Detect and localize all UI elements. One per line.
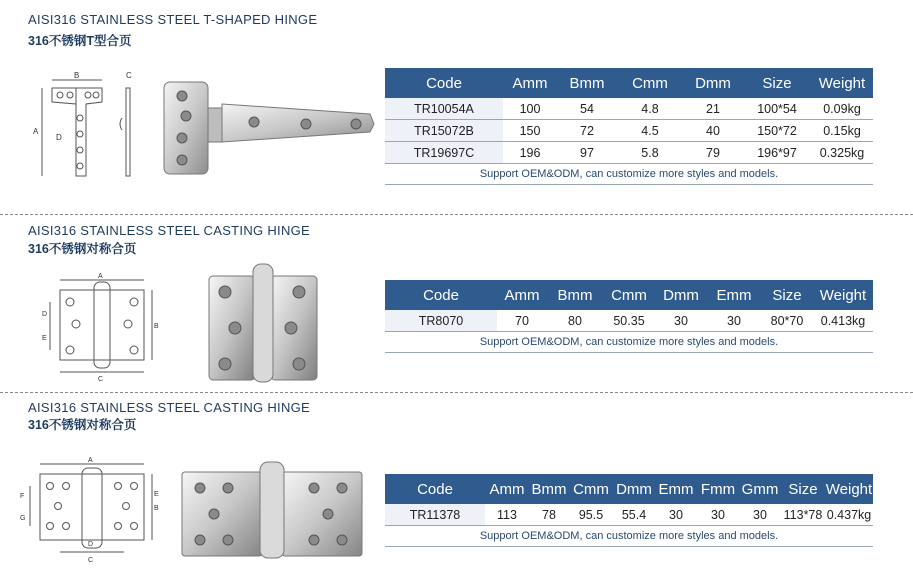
spec-table-1 xyxy=(385,68,873,185)
support-note: Support OEM&ODM, can customize more styles and models. xyxy=(385,332,873,353)
cell: 4.5 xyxy=(617,120,683,142)
header-cell: Size xyxy=(743,68,811,98)
casting-hinge-photo-2 xyxy=(178,460,368,560)
cell: 150 xyxy=(503,120,557,142)
support-note: Support OEM&ODM, can customize more styles and models. xyxy=(385,526,873,547)
dim-label-d: D xyxy=(56,133,62,142)
casting-hinge-section-1 xyxy=(0,214,913,392)
support-note-row xyxy=(385,164,873,185)
section-title-en: AISI316 STAINLESS STEEL CASTING HINGE xyxy=(28,400,311,415)
dim-label-a: A xyxy=(98,273,103,280)
dim-label-e: E xyxy=(154,491,159,498)
dim-label-c: C xyxy=(88,557,94,564)
section-title-cn: 316不锈钢对称合页 xyxy=(28,418,137,432)
cell: 113 xyxy=(485,504,529,526)
cell: 95.5 xyxy=(569,504,613,526)
casting-hinge-photo-1 xyxy=(205,262,325,386)
cell: 78 xyxy=(529,504,569,526)
cell: 50.35 xyxy=(603,310,655,332)
header-cell: Code xyxy=(385,474,485,504)
header-cell: Bmm xyxy=(547,280,603,310)
cell: 5.8 xyxy=(617,142,683,164)
cell: 0.09kg xyxy=(811,98,873,120)
t-hinge-section xyxy=(0,0,913,214)
header-cell: Emm xyxy=(707,280,761,310)
header-cell: Bmm xyxy=(529,474,569,504)
cell: 113*78 xyxy=(781,504,825,526)
cell: 30 xyxy=(655,504,697,526)
section-title-cn: 316不锈钢对称合页 xyxy=(28,242,137,256)
table-row xyxy=(385,120,873,142)
header-cell: Amm xyxy=(485,474,529,504)
cell: 30 xyxy=(739,504,781,526)
cell-code: TR15072B xyxy=(385,120,503,142)
cell-code: TR8070 xyxy=(385,310,497,332)
dim-label-b: B xyxy=(154,323,159,330)
section-title-cn: 316不锈钢T型合页 xyxy=(28,34,132,48)
header-cell: Weight xyxy=(811,68,873,98)
dim-label-e: E xyxy=(42,335,47,342)
table-row xyxy=(385,98,873,120)
section-title-en: AISI316 STAINLESS STEEL T-SHAPED HINGE xyxy=(28,12,318,27)
cell: 30 xyxy=(697,504,739,526)
dim-label-f: F xyxy=(20,493,25,500)
header-cell: Fmm xyxy=(697,474,739,504)
support-note-row xyxy=(385,332,873,353)
cell-code: TR10054A xyxy=(385,98,503,120)
cell: 30 xyxy=(655,310,707,332)
cell-code: TR11378 xyxy=(385,504,485,526)
dim-label-c: C xyxy=(126,71,132,80)
casting-hinge-section-2 xyxy=(0,392,913,581)
support-note-row xyxy=(385,526,873,547)
dim-label-c: C xyxy=(98,376,104,382)
cell: 0.437kg xyxy=(825,504,873,526)
cell: 21 xyxy=(683,98,743,120)
spec-table-3 xyxy=(385,474,873,547)
casting-hinge-drawing-1 xyxy=(40,272,160,382)
table-row xyxy=(385,142,873,164)
spec-table-2 xyxy=(385,280,873,353)
table-header-row xyxy=(385,474,873,504)
cell: 55.4 xyxy=(613,504,655,526)
dim-label-d: D xyxy=(42,311,48,318)
header-cell: Code xyxy=(385,280,497,310)
header-cell: Bmm xyxy=(557,68,617,98)
cell: 196 xyxy=(503,142,557,164)
header-cell: Cmm xyxy=(617,68,683,98)
cell: 80 xyxy=(547,310,603,332)
header-cell: Code xyxy=(385,68,503,98)
cell: 70 xyxy=(497,310,547,332)
support-note: Support OEM&ODM, can customize more styles and models. xyxy=(385,164,873,185)
header-cell: Size xyxy=(781,474,825,504)
table-row xyxy=(385,310,873,332)
cell: 100 xyxy=(503,98,557,120)
dim-label-d: D xyxy=(88,541,94,548)
dim-label-g: G xyxy=(20,515,26,522)
t-hinge-photo xyxy=(160,78,380,178)
dim-label-a: A xyxy=(88,457,93,464)
cell: 0.413kg xyxy=(813,310,873,332)
cell: 97 xyxy=(557,142,617,164)
cell-code: TR19697C xyxy=(385,142,503,164)
cell: 150*72 xyxy=(743,120,811,142)
header-cell: Dmm xyxy=(655,280,707,310)
dim-label-b: A xyxy=(33,127,39,136)
header-cell: Size xyxy=(761,280,813,310)
cell: 196*97 xyxy=(743,142,811,164)
dim-label-b: B xyxy=(154,505,159,512)
cell: 0.15kg xyxy=(811,120,873,142)
cell: 54 xyxy=(557,98,617,120)
cell: 79 xyxy=(683,142,743,164)
header-cell: Cmm xyxy=(569,474,613,504)
dim-label-a: B xyxy=(74,71,80,80)
header-cell: Cmm xyxy=(603,280,655,310)
table-header-row xyxy=(385,280,873,310)
header-cell: Amm xyxy=(503,68,557,98)
t-hinge-drawing xyxy=(30,68,140,188)
cell: 80*70 xyxy=(761,310,813,332)
header-cell: Dmm xyxy=(683,68,743,98)
cell: 72 xyxy=(557,120,617,142)
header-cell: Weight xyxy=(825,474,873,504)
cell: 100*54 xyxy=(743,98,811,120)
header-cell: Weight xyxy=(813,280,873,310)
header-cell: Gmm xyxy=(739,474,781,504)
section-title-en: AISI316 STAINLESS STEEL CASTING HINGE xyxy=(28,223,311,238)
cell: 40 xyxy=(683,120,743,142)
table-header-row xyxy=(385,68,873,98)
header-cell: Amm xyxy=(497,280,547,310)
table-row xyxy=(385,504,873,526)
cell: 0.325kg xyxy=(811,142,873,164)
cell: 30 xyxy=(707,310,761,332)
cell: 4.8 xyxy=(617,98,683,120)
casting-hinge-drawing-2 xyxy=(14,456,164,566)
header-cell: Dmm xyxy=(613,474,655,504)
header-cell: Emm xyxy=(655,474,697,504)
